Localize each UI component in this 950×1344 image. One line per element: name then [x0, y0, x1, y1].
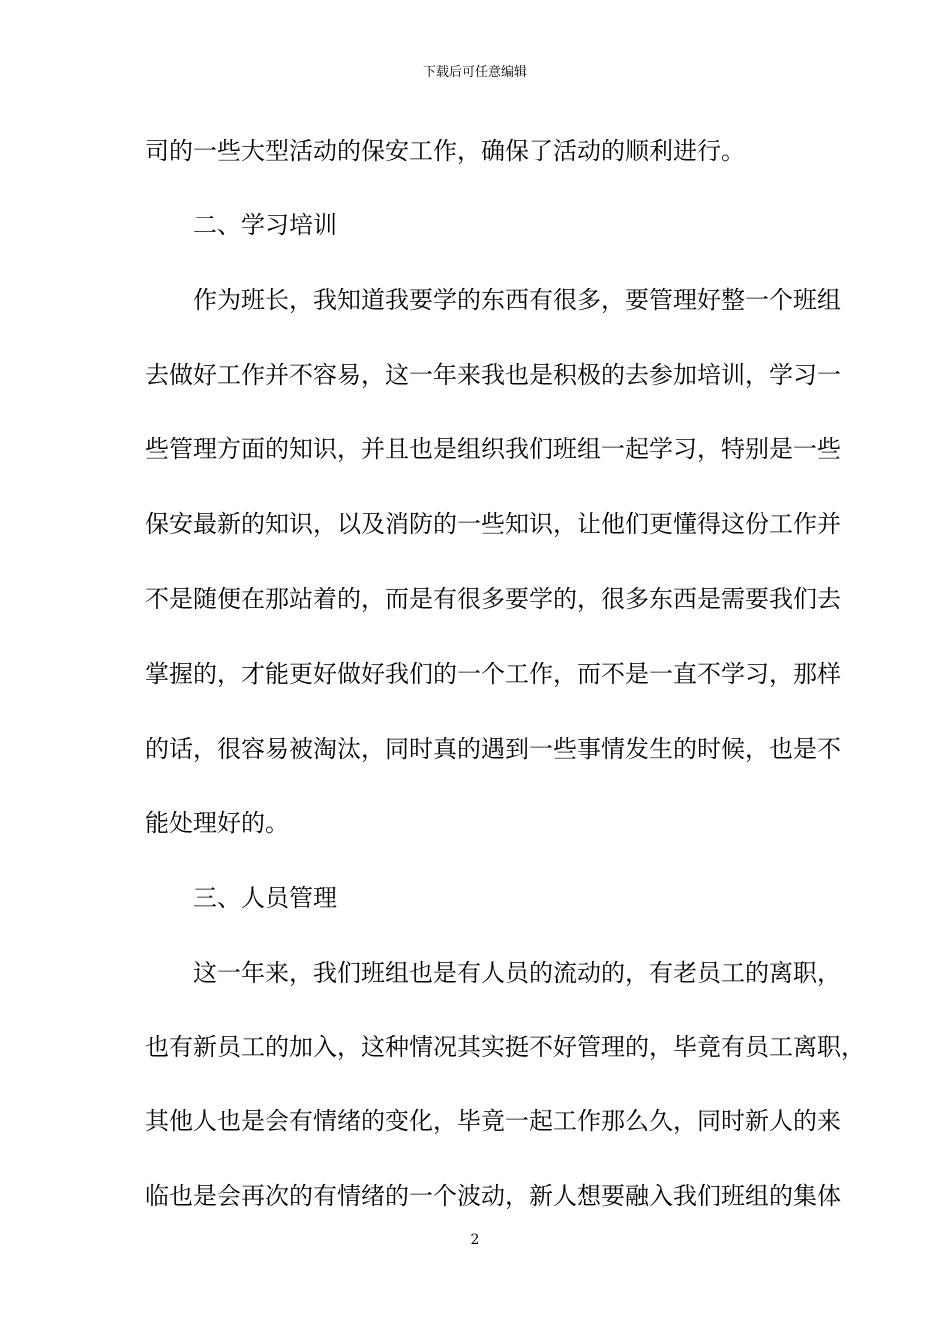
page-number: 2 — [470, 1232, 480, 1248]
section-heading: 二、学习培训 — [193, 211, 337, 239]
body-line: 作为班长，我知道我要学的东西有很多，要管理好整一个班组 — [193, 286, 841, 314]
body-line: 临也是会再次的有情绪的一个波动，新人想要融入我们班组的集体 — [145, 1182, 841, 1210]
body-line: 不是随便在那站着的，而是有很多要学的，很多东西是需要我们去 — [145, 585, 841, 613]
page-header: 下载后可任意编辑 — [422, 65, 527, 80]
body-line: 些管理方面的知识，并且也是组织我们班组一起学习，特别是一些 — [145, 435, 841, 463]
body-line: 去做好工作并不容易，这一年来我也是积极的去参加培训，学习一 — [145, 361, 841, 389]
body-line: 能处理好的。 — [145, 809, 289, 837]
body-line: 司的一些大型活动的保安工作，确保了活动的顺利进行。 — [145, 137, 745, 165]
body-line: 也有新员工的加入，这种情况其实挺不好管理的，毕竟有员工离职， — [145, 1033, 865, 1061]
body-line: 掌握的，才能更好做好我们的一个工作，而不是一直不学习，那样 — [145, 660, 841, 688]
body-line: 保安最新的知识，以及消防的一些知识，让他们更懂得这份工作并 — [145, 510, 841, 538]
body-line: 这一年来，我们班组也是有人员的流动的，有老员工的离职， — [193, 959, 841, 987]
section-heading: 三、人员管理 — [193, 884, 337, 912]
body-line: 的话，很容易被淘汰，同时真的遇到一些事情发生的时候，也是不 — [145, 735, 841, 763]
body-line: 其他人也是会有情绪的变化，毕竟一起工作那么久，同时新人的来 — [145, 1107, 841, 1135]
